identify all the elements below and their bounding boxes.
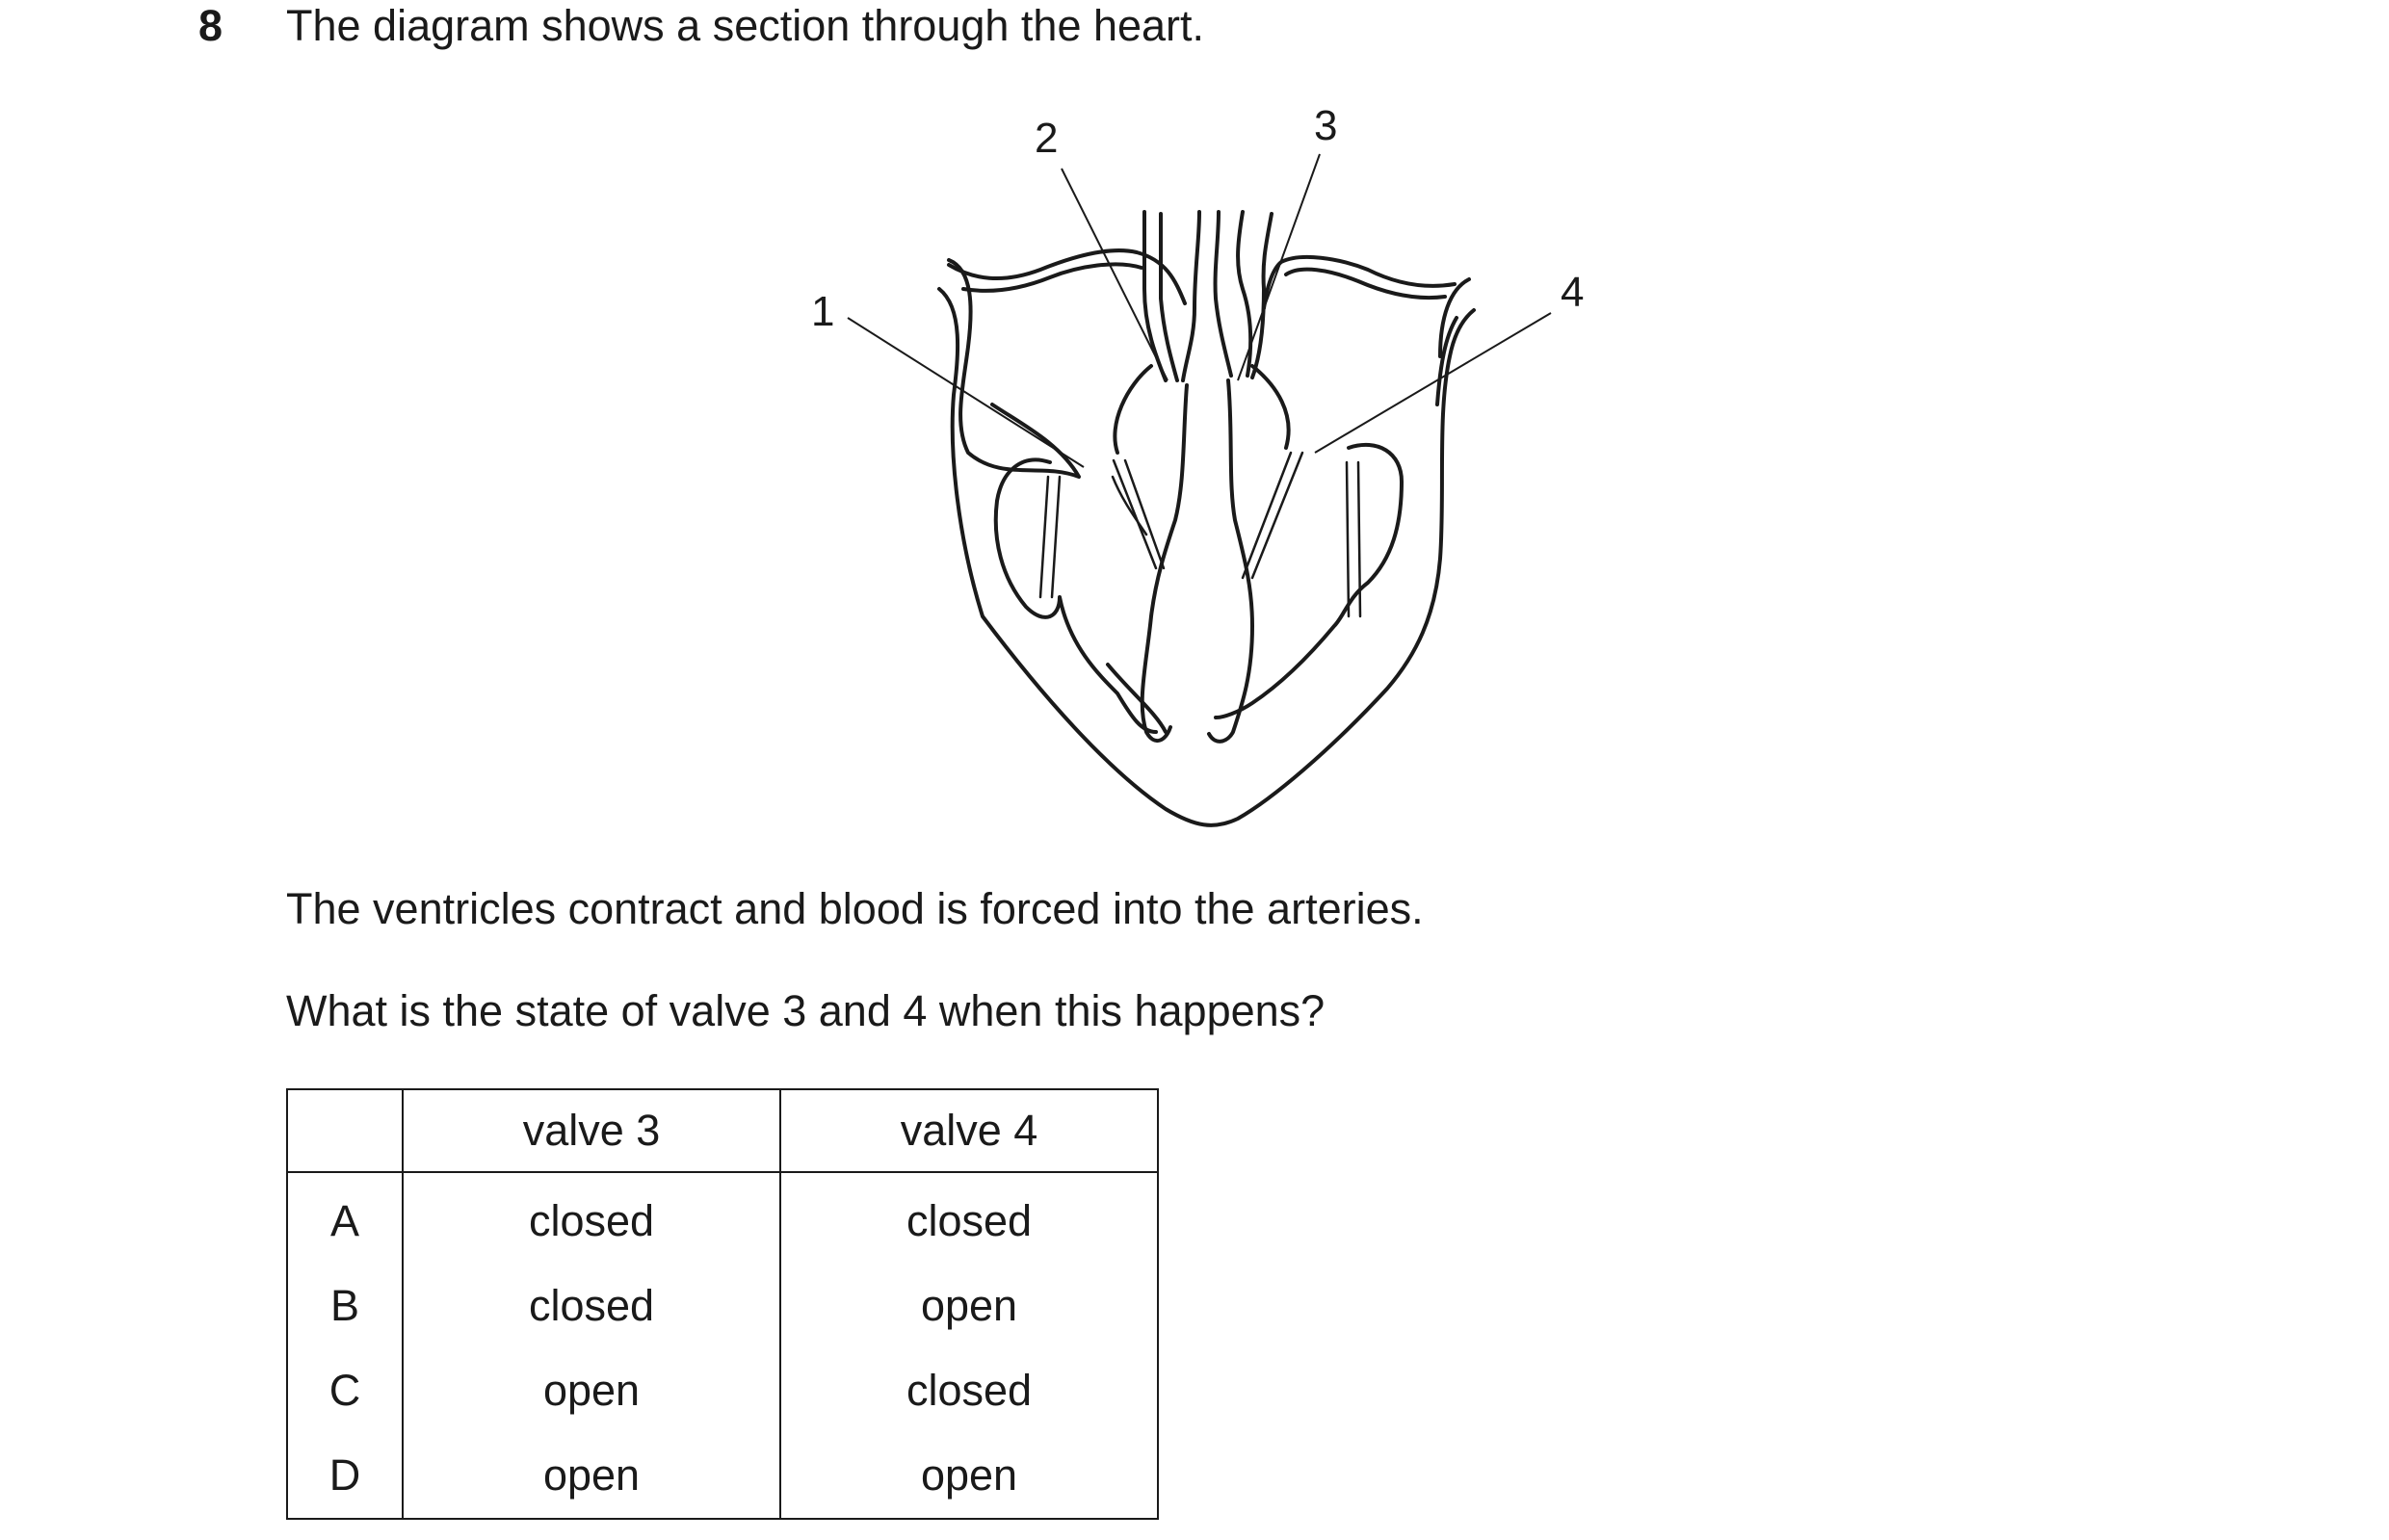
option-valve4: closed — [780, 1348, 1158, 1433]
table-row — [287, 1433, 1158, 1519]
diagram-label-2: 2 — [1035, 115, 1059, 162]
option-valve3: closed — [403, 1264, 780, 1348]
valve-left-flap-b — [1040, 477, 1048, 597]
diagram-label-1: 1 — [811, 288, 835, 335]
option-valve4: open — [780, 1264, 1158, 1348]
valve-center-chord-c — [1243, 453, 1291, 578]
option-valve4: open — [780, 1433, 1158, 1519]
right-ventricle-inner — [1216, 445, 1402, 718]
question-statement: The ventricles contract and blood is forced into the arteries. — [286, 884, 1424, 933]
septum-left — [1142, 385, 1187, 741]
diagram-label-3: 3 — [1314, 102, 1338, 149]
valve-right-flap-a — [1347, 462, 1349, 616]
left-atrium-wall — [949, 260, 1079, 477]
table-row — [287, 1264, 1158, 1348]
leader-line-2 — [1062, 169, 1168, 380]
aorta-inner-left — [1161, 214, 1177, 380]
leader-line-4 — [1315, 313, 1551, 453]
leader-line-3 — [1238, 154, 1320, 380]
option-valve3: closed — [403, 1172, 780, 1264]
answer-table — [286, 1088, 1159, 1520]
option-key: D — [287, 1433, 403, 1519]
heart-outer-wall — [939, 289, 1474, 825]
pulmonary-vein-left — [949, 250, 1185, 303]
table-header-valve4: valve 4 — [780, 1089, 1158, 1172]
option-key: C — [287, 1348, 403, 1433]
valve-center-chord-b — [1125, 460, 1164, 568]
valve-center-chord-a — [1114, 460, 1156, 568]
table-header-row — [287, 1089, 1158, 1172]
option-valve3: open — [403, 1348, 780, 1433]
aortic-arch-left — [1115, 366, 1151, 453]
diagram-label-4: 4 — [1561, 269, 1585, 316]
option-valve4: closed — [780, 1172, 1158, 1264]
question-number: 8 — [198, 1, 223, 50]
aortic-arch-right — [1252, 366, 1289, 448]
option-valve3: open — [403, 1433, 780, 1519]
question-prompt: What is the state of valve 3 and 4 when this happens? — [286, 986, 1326, 1035]
septum-right — [1209, 380, 1252, 742]
table-row — [287, 1348, 1158, 1433]
vessel-center-left — [1183, 212, 1199, 380]
table-row — [287, 1172, 1158, 1264]
valve-center-chord-d — [1252, 453, 1302, 578]
table-header-valve3: valve 3 — [403, 1089, 780, 1172]
option-key: B — [287, 1264, 403, 1348]
option-key: A — [287, 1172, 403, 1264]
vessel-center-right — [1216, 212, 1231, 376]
valve-left-flap-c — [1052, 477, 1060, 597]
table-header-key — [287, 1089, 403, 1172]
question-intro: The diagram shows a section through the heart. — [286, 1, 1205, 50]
